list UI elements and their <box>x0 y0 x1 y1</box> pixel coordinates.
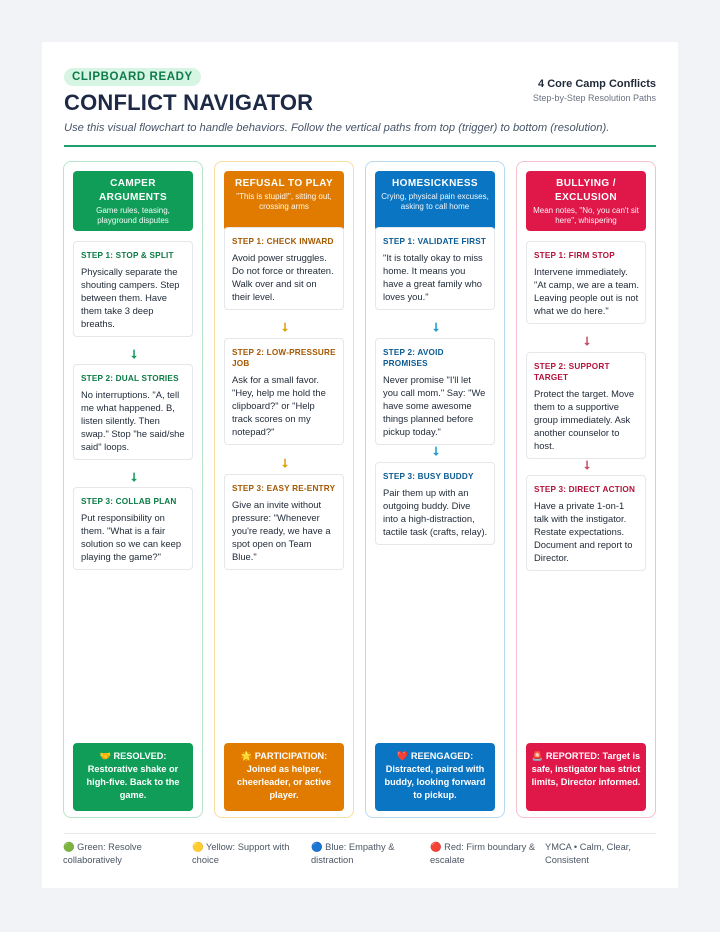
arrow-down-icon: ⭣ <box>131 470 137 484</box>
resolution-paths-subtitle: Step-by-Step Resolution Paths <box>532 93 656 103</box>
step-card <box>375 227 495 310</box>
legend-green: 🟢 Green: Resolve collaboratively <box>63 842 142 865</box>
step-text: Give an invite without pressure: "Whenever you're ready, we have a spot open on Team Blue." <box>232 499 331 562</box>
conflict-name: HOMESICKNESS <box>392 178 478 189</box>
step-label: STEP 2: LOW-PRESSURE JOB <box>232 348 336 368</box>
conflict-description: "This is stupid!", sitting out, crossing arms <box>236 192 332 211</box>
arrow-down-icon: ⭣ <box>282 320 288 334</box>
step-text: Never promise "I'll let you call mom." Say: "We have some awesome things planned before pickup today." <box>383 374 486 437</box>
resolution-box: 🚨 REPORTED: Target is safe, instigator has strict limits, Director informed. <box>526 743 646 811</box>
conflict-name: CAMPER ARGUMENTS <box>98 178 168 203</box>
step-card <box>224 227 344 310</box>
step-text: Pair them up with an outgoing buddy. Dive into a high-distraction, tactile task (crafts, relay). <box>383 487 488 537</box>
step-label: STEP 2: SUPPORT TARGET <box>534 362 610 382</box>
step-label: STEP 1: CHECK INWARD <box>232 237 334 246</box>
step-label: STEP 2: DUAL STORIES <box>81 374 179 383</box>
column-homesickness <box>365 161 505 818</box>
clipboard-ready-badge: CLIPBOARD READY <box>64 68 201 86</box>
column-header <box>224 171 344 231</box>
resolution-box: 🤝 RESOLVED: Restorative shake or high-five. Back to the game. <box>73 743 193 811</box>
step-text: Avoid power struggles. Do not force or threaten. Walk over and sit on their level. <box>232 252 334 302</box>
arrow-down-icon: ⭣ <box>131 347 137 361</box>
conflict-description: Mean notes, "No, you can't sit here", whispering <box>533 206 639 225</box>
step-card <box>224 338 344 445</box>
conflicts-count-title: 4 Core Camp Conflicts <box>538 78 656 90</box>
step-card <box>375 462 495 545</box>
page-title: CONFLICT NAVIGATOR <box>64 90 314 115</box>
column-header <box>526 171 646 231</box>
arrow-down-icon: ⭣ <box>282 456 288 470</box>
step-label: STEP 3: BUSY BUDDY <box>383 472 474 481</box>
footer-tagline: YMCA • Calm, Clear, Consistent <box>545 842 631 865</box>
footer-divider <box>64 833 656 834</box>
step-text: Intervene immediately. "At camp, we are a team. Leaving people out is not what we do here." <box>534 266 639 316</box>
step-text: Physically separate the shouting campers. Step between them. Have them take 3 deep breaths. <box>81 266 180 329</box>
step-card <box>73 487 193 570</box>
step-card <box>224 474 344 570</box>
header-divider <box>64 145 656 147</box>
step-text: Ask for a small favor. "Hey, help me hold the clipboard?" or "Help track scores on my notepad?" <box>232 374 326 437</box>
step-label: STEP 3: COLLAB PLAN <box>81 497 177 506</box>
arrow-down-icon: ⭣ <box>584 458 590 472</box>
resolution-box: ❤️ REENGAGED: Distracted, paired with buddy, looking forward to pickup. <box>375 743 495 811</box>
step-label: STEP 2: AVOID PROMISES <box>383 348 444 368</box>
column-header <box>73 171 193 231</box>
conflict-description: Crying, physical pain excuses, asking to call home <box>381 192 489 211</box>
arrow-down-icon: ⭣ <box>433 444 439 458</box>
arrow-down-icon: ⭣ <box>433 320 439 334</box>
instructions-text: Use this visual flowchart to handle behaviors. Follow the vertical paths from top (trigger) to bottom (resolution). <box>64 122 610 134</box>
step-card <box>73 364 193 460</box>
step-card <box>526 352 646 459</box>
step-label: STEP 3: EASY RE-ENTRY <box>232 484 336 493</box>
arrow-down-icon: ⭣ <box>584 334 590 348</box>
step-card <box>526 241 646 324</box>
conflict-description: Game rules, teasing, playground disputes <box>96 206 170 225</box>
step-text: "It is totally okay to miss home. It means you have a great family who loves you." <box>383 252 483 302</box>
step-text: No interruptions. "A, tell me what happened. B, listen silently. Then swap." Stop "he said/she said" loops. <box>81 389 185 452</box>
step-label: STEP 1: VALIDATE FIRST <box>383 237 487 246</box>
step-card <box>526 475 646 571</box>
resolution-box: 🌟 PARTICIPATION: Joined as helper, cheerleader, or active player. <box>224 743 344 811</box>
step-label: STEP 1: STOP & SPLIT <box>81 251 174 260</box>
legend-blue: 🔵 Blue: Empathy & distraction <box>311 842 395 865</box>
step-card <box>375 338 495 445</box>
legend-yellow: 🟡 Yellow: Support with choice <box>192 842 290 865</box>
header-summary <box>533 78 656 103</box>
clipboard-sheet <box>42 42 678 888</box>
conflict-name: REFUSAL TO PLAY <box>234 178 334 189</box>
step-text: Have a private 1-on-1 talk with the instigator. Restate expectations. Document and report to Director. <box>534 500 633 563</box>
column-header <box>375 171 495 231</box>
step-label: STEP 1: FIRM STOP <box>534 251 615 260</box>
column-bullying-exclusion <box>516 161 656 818</box>
column-camper-arguments <box>63 161 203 818</box>
step-card <box>73 241 193 337</box>
column-refusal-to-play <box>214 161 354 818</box>
legend-red: 🔴 Red: Firm boundary & escalate <box>430 842 536 865</box>
step-text: Put responsibility on them. "What is a fair solution so we can keep playing the game?" <box>81 512 182 562</box>
conflict-name: BULLYING / EXCLUSION <box>555 178 617 203</box>
step-text: Protect the target. Move them to a supportive group immediately. Ask another counselor to host. <box>534 388 635 451</box>
step-label: STEP 3: DIRECT ACTION <box>534 485 636 494</box>
